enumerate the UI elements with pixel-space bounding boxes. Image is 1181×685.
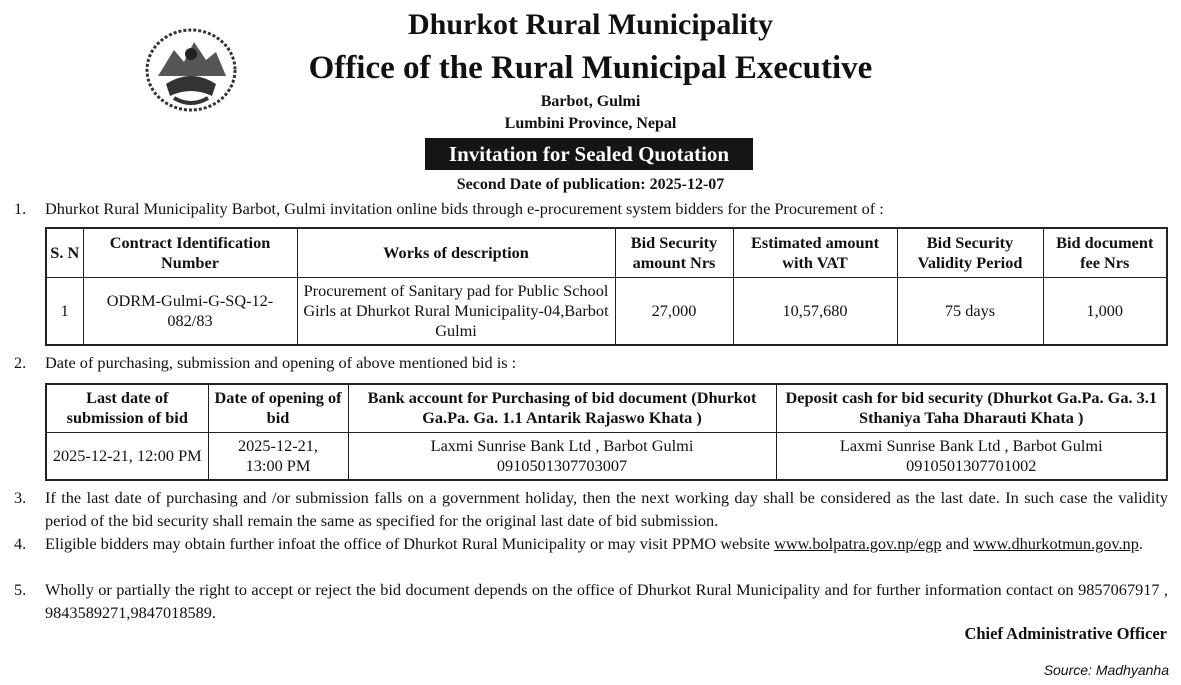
cell-description: Procurement of Sanitary pad for Public School Girls at Dhurkot Rural Municipality-04,Barbot Gulmi xyxy=(297,277,615,345)
publication-date: Second Date of publication: 2025-12-07 xyxy=(456,176,725,193)
cell-contract-id: ODRM-Gulmi-G-SQ-12-082/83 xyxy=(83,277,297,345)
clause-text xyxy=(45,532,1168,555)
table-header-row xyxy=(46,384,1167,432)
cell-sn: 1 xyxy=(46,277,83,345)
clause-number: 4. xyxy=(14,534,27,553)
procurement-table xyxy=(45,227,1168,346)
schedule-table xyxy=(45,383,1168,481)
source-credit: Source: Madhyanha xyxy=(1043,662,1169,678)
municipality-title: Dhurkot Rural Municipality xyxy=(407,8,774,41)
clause-2 xyxy=(14,351,1168,374)
header-validity: Bid Security Validity Period xyxy=(897,228,1043,277)
header-doc-fee: Bid document fee Nrs xyxy=(1043,228,1167,277)
clause-text: If the last date of purchasing and /or submission falls on a government holiday, then the next working day shall be considered as the last date. In such case the validity period of the bid security shall remain the same as specified for the original last date of bid submission. xyxy=(45,488,1168,530)
cell-last-date: 2025-12-21, 12:00 PM xyxy=(46,432,208,480)
header-deposit-account: Deposit cash for bid security (Dhurkot Ga.Pa. Ga. 3.1 Sthaniya Taha Dharauti Khata ) xyxy=(776,384,1167,432)
cell-bid-security: 27,000 xyxy=(615,277,733,345)
bolpatra-link[interactable]: www.bolpatra.gov.np/egp xyxy=(774,534,942,553)
address-line-2: Lumbini Province, Nepal xyxy=(504,115,677,132)
clause-text: Date of purchasing, submission and opening of above mentioned bid is : xyxy=(45,353,517,372)
cell-bank-account: Laxmi Sunrise Bank Ltd , Barbot Gulmi 0910501307703007 xyxy=(348,432,776,480)
cell-estimated-amount: 10,57,680 xyxy=(733,277,897,345)
table-row xyxy=(46,432,1167,480)
notice-heading: Invitation for Sealed Quotation xyxy=(425,138,753,170)
cell-opening-date: 2025-12-21, 13:00 PM xyxy=(208,432,348,480)
clause-text-part: and xyxy=(941,534,974,553)
clause-number: 5. xyxy=(14,580,27,599)
clause-number: 1. xyxy=(14,199,27,218)
clause-text-part: . xyxy=(1138,534,1143,553)
clause-5 xyxy=(14,578,1168,624)
header-sn: S. N xyxy=(46,228,83,277)
cell-validity: 75 days xyxy=(897,277,1043,345)
header-last-date: Last date of submission of bid xyxy=(46,384,208,432)
address-line-1: Barbot, Gulmi xyxy=(540,93,641,110)
header-description: Works of description xyxy=(297,228,615,277)
clause-3 xyxy=(14,486,1168,532)
cell-doc-fee: 1,000 xyxy=(1043,277,1167,345)
signatory: Chief Administrative Officer xyxy=(964,624,1167,643)
office-title: Office of the Rural Municipal Executive xyxy=(308,50,873,86)
clause-text-part: Eligible bidders may obtain further infoat the office of Dhurkot Rural Municipality or may visit PPMO website xyxy=(45,534,775,553)
table-row xyxy=(46,277,1167,345)
header-opening-date: Date of opening of bid xyxy=(208,384,348,432)
header-bank-account: Bank account for Purchasing of bid document (Dhurkot Ga.Pa. Ga. 1.1 Antarik Rajaswo Khata ) xyxy=(348,384,776,432)
clause-text: Wholly or partially the right to accept or reject the bid document depends on the office of Dhurkot Rural Municipality and for further information contact on 9857067917 , 9843589271,9847018589. xyxy=(45,580,1168,622)
header-estimated-amount: Estimated amount with VAT xyxy=(733,228,897,277)
header-contract-id: Contract Identification Number xyxy=(83,228,297,277)
clause-text: Dhurkot Rural Municipality Barbot, Gulmi invitation online bids through e-procurement system bidders for the Procurement of : xyxy=(45,199,884,218)
cell-deposit-account: Laxmi Sunrise Bank Ltd , Barbot Gulmi 0910501307701002 xyxy=(776,432,1167,480)
clause-1 xyxy=(14,197,1168,220)
clause-4 xyxy=(14,532,1168,555)
table-header-row xyxy=(46,228,1167,277)
municipality-website-link[interactable]: www.dhurkotmun.gov.np xyxy=(973,534,1139,553)
clause-number: 2. xyxy=(14,353,27,372)
header-bid-security: Bid Security amount Nrs xyxy=(615,228,733,277)
clause-number: 3. xyxy=(14,488,27,507)
